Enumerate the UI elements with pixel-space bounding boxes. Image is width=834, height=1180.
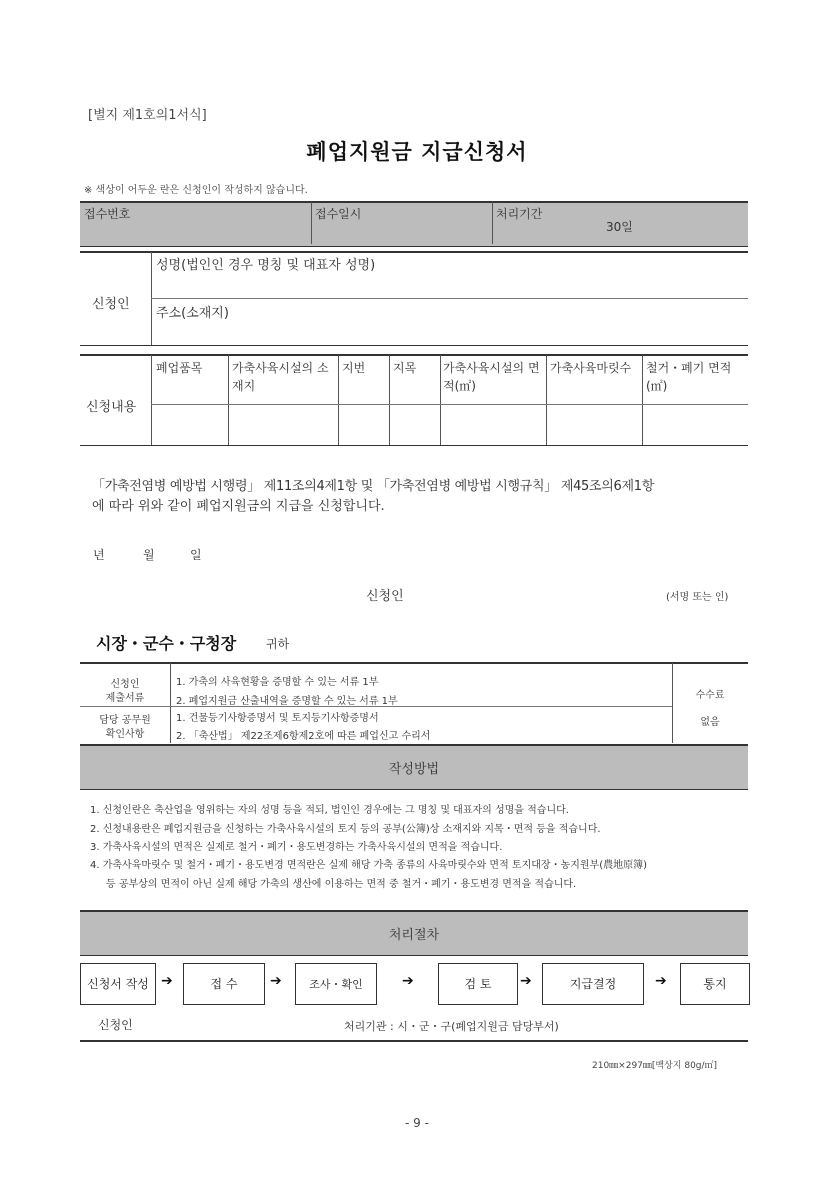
statement-line-1: 「가축전염병 예방법 시행령」 제11조의4제1항 및 「가축전염병 예방법 시행규칙」 제45조의6제1항 (92, 479, 654, 494)
col-divider (228, 355, 229, 446)
instruction-item: 2. 신청내용란은 폐업지원금을 신청하는 가축사육시설의 토지 등의 공부(公簿)상 소재지와 지목・면적 등을 적습니다. (90, 824, 601, 835)
paper-size: 210㎜×297㎜[백상지 80g/㎡] (592, 1061, 718, 1071)
applicant-name-label: 성명(법인인 경우 명칭 및 대표자 성명) (156, 258, 376, 273)
receipt-date-label: 접수일시 (315, 207, 362, 221)
documents-top-border (80, 662, 748, 664)
signature-hint: (서명 또는 인) (666, 592, 729, 603)
applicant-top-border (80, 251, 748, 253)
date-day: 일 (190, 548, 202, 562)
arrow-icon: ➔ (520, 973, 532, 989)
recipient-suffix: 귀하 (266, 637, 290, 651)
fee-label: 수수료 (695, 690, 725, 701)
column-header: 폐업품목 (156, 361, 203, 375)
col-divider (642, 355, 643, 446)
process-applicant-label: 신청인 (98, 1018, 133, 1032)
application-section-label: 신청내용 (86, 400, 137, 415)
date-month: 월 (143, 548, 155, 562)
col-divider (338, 355, 339, 446)
process-bottom-border (80, 1040, 748, 1042)
official-doc-item: 1. 건물등기사항증명서 및 토지등기사항증명서 (176, 713, 379, 724)
col-divider (389, 355, 390, 446)
receipt-number-label: 접수번호 (84, 207, 131, 221)
arrow-icon: ➔ (655, 973, 667, 989)
application-bottom-border (80, 445, 748, 446)
process-step-receive: 접 수 (183, 963, 265, 1005)
arrow-icon: ➔ (402, 973, 414, 989)
col-divider (546, 355, 547, 446)
shading-note: ※ 색상이 어두운 란은 신청인이 작성하지 않습니다. (84, 185, 308, 196)
processing-period-value: 30일 (606, 220, 633, 234)
page-number: - 9 - (405, 1116, 429, 1130)
application-label-divider (151, 355, 152, 446)
column-header: 가축사육마릿수 (550, 361, 632, 375)
instructions-header: 작성방법 (80, 744, 748, 790)
receipt-divider (492, 202, 493, 244)
official-doc-item: 2. 「축산법」 제22조제6항제2호에 따른 폐업신고 수리서 (176, 731, 431, 742)
application-top-border (80, 354, 748, 356)
documents-label-divider (170, 663, 171, 743)
arrow-icon: ➔ (161, 973, 173, 989)
column-header: 지목 (393, 361, 417, 375)
column-header: 철거・폐기 면적(㎡) (646, 361, 732, 393)
process-header: 처리절차 (80, 910, 748, 956)
column-header: 가축사육시설의 면적(㎡) (443, 361, 540, 393)
applicant-section-label: 신청인 (92, 297, 130, 312)
applicant-row-divider (151, 298, 748, 299)
column-header: 지번 (342, 361, 366, 375)
process-step-apply: 신청서 작성 (80, 963, 156, 1005)
applicant-bottom-border (80, 345, 748, 346)
applicant-doc-item: 2. 폐업지원금 산출내역을 증명할 수 있는 서류 1부 (176, 696, 398, 707)
applicant-doc-item: 1. 가축의 사육현황을 증명할 수 있는 서류 1부 (176, 677, 379, 688)
documents-fee-divider (672, 663, 673, 743)
statement-line-2: 에 따라 위와 같이 폐업지원금의 지급을 신청합니다. (92, 499, 385, 514)
process-step-investigate: 조사・확인 (295, 963, 377, 1005)
applicant-docs-label: 제출서류 (105, 693, 145, 704)
instruction-item: 4. 가축사육마릿수 및 철거・폐기・용도변경 면적란은 실제 해당 가축 종류의 사육마릿수와 면적 토지대장・농지원부(農地原簿) (90, 860, 648, 871)
processing-period-label: 처리기간 (496, 207, 543, 221)
process-step-review: 검 토 (438, 963, 518, 1005)
official-check-label: 담당 공무원 (99, 715, 151, 726)
process-step-notify: 통지 (680, 963, 750, 1005)
receipt-divider (311, 202, 312, 244)
column-header: 가축사육시설의 소재지 (232, 361, 329, 393)
page-title: 폐업지원금 지급신청서 (306, 140, 528, 164)
recipient-name: 시장・군수・구청장 (96, 634, 237, 653)
col-divider (440, 355, 441, 446)
applicant-address-label: 주소(소재지) (156, 306, 229, 321)
process-agency-label: 처리기관 : 시・군・구(폐업지원금 담당부서) (344, 1020, 559, 1033)
process-step-decision: 지급결정 (542, 963, 644, 1005)
signature-applicant-label: 신청인 (366, 589, 404, 604)
date-year: 년 (93, 548, 105, 562)
applicant-docs-label: 신청인 (110, 679, 140, 690)
instruction-item: 1. 신청인란은 축산업을 영위하는 자의 성명 등을 적되, 법인인 경우에는 그 명칭 및 대표자의 성명을 적습니다. (90, 805, 569, 816)
fee-value: 없음 (700, 717, 720, 728)
form-number: [별지 제1호의1서식] (88, 108, 207, 123)
instruction-item: 3. 가축사육시설의 면적은 실제로 철거・폐기・용도변경하는 가축사육시설의 면적을 적습니다. (90, 842, 503, 853)
instruction-item: 등 공부상의 면적이 아닌 실제 해당 가축의 생산에 이용하는 면적 중 철거・폐기・용도변경 면적을 적습니다. (106, 879, 577, 890)
arrow-icon: ➔ (270, 973, 282, 989)
application-row-divider (151, 404, 748, 405)
receipt-section (80, 201, 748, 247)
official-check-label: 확인사항 (105, 729, 145, 740)
